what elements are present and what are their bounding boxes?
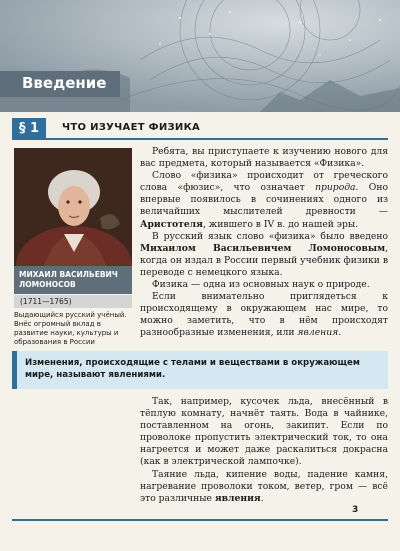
body-text-top	[140, 146, 388, 340]
page-number: 3	[352, 505, 359, 515]
portrait-caption-bio: Выдающийся русский учёный. Внёс огромный вклад в развитие науки, культуры и образования в России	[14, 311, 127, 346]
portrait-caption-name: МИХАИЛ ВАСИЛЬЕВИЧ ЛОМОНОСОВ	[14, 266, 132, 294]
portrait-caption-dates: (1711—1765)	[14, 295, 132, 308]
paragraph-intro: Ребята, вы приступаете к изучению нового для вас предмета, который называется «Физика».	[140, 146, 388, 170]
chapter-banner	[0, 0, 400, 112]
paragraph-lomonosov: В русский язык слово «физика» было введено Михаилом Васильевичем Ломоносовым, когда он издал в России первый учебник физики в переводе с немецкого языка.	[140, 230, 388, 278]
paragraph-conclusion: Таяние льда, кипение воды, падение камня, нагревание проволоки током, ветер, гром — всё это различные явления.	[140, 468, 388, 504]
paragraph-phenomena: Если внимательно приглядеться к происходящему в окружающем нас мире, то можно заметить, что в нём происходят разнообразные изменения, или явления.	[140, 291, 388, 339]
section-underline	[46, 138, 388, 140]
chapter-title: Введение	[22, 74, 107, 92]
paragraph-examples: Так, например, кусочек льда, внесённый в тёплую комнату, начнёт таять. Вода в чайнике, поставленном на огонь, закипит. Если по проволоке пропустить электрический ток, то она нагреется и может даже раскалиться докрасна (как в электрической лампочке).	[140, 396, 388, 468]
body-text-bottom	[140, 396, 388, 505]
footer-rule	[12, 519, 388, 521]
section-title: ЧТО ИЗУЧАЕТ ФИЗИКА	[62, 122, 201, 133]
paragraph-physics-science: Физика — одна из основных наук о природе.	[152, 279, 370, 291]
section-number: § 1	[12, 118, 46, 140]
definition-callout: Изменения, происходящие с телами и веществами в окружающем мире, называют явлениями.	[12, 351, 388, 389]
lomonosov-portrait	[14, 148, 132, 266]
section-heading	[12, 118, 388, 140]
paragraph-etymology: Слово «физика» происходит от греческого слова «фюзис», что означает природа. Оно впервые появилось в сочинениях одного из величайших мыслителей древности — Аристотеля, жившего в IV в. до нашей эры.	[140, 170, 388, 230]
